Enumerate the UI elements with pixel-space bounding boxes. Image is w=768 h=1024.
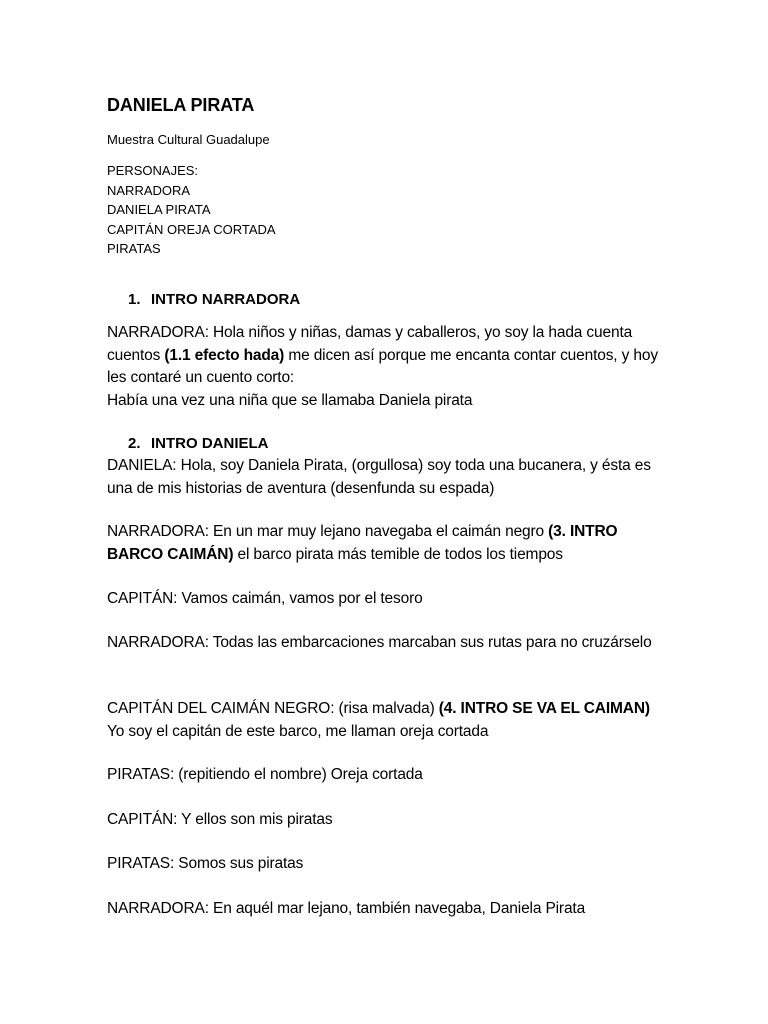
document-title: DANIELA PIRATA xyxy=(107,95,255,115)
dialogue-text: me dicen así porque me encanta contar cuentos, y hoy les contaré un cuento corto: xyxy=(107,346,658,386)
cast-member: NARRADORA xyxy=(107,182,191,198)
daniela-line: DANIELA: Hola, soy Daniela Pirata, (orgullosa) soy toda una bucanera, y ésta es una de mis historias de aventura (desenfunda su espada) xyxy=(107,457,651,497)
narradora-line: NARRADORA: Todas las embarcaciones marcaban sus rutas para no cruzárselo xyxy=(107,634,652,651)
dialogue-text: NARRADORA: Hola niños y niñas, damas y caballeros, yo soy la hada cuenta cuentos xyxy=(107,324,633,364)
dialogue-text: NARRADORA: En un mar muy lejano navegaba el caimán negro xyxy=(107,523,549,540)
section-title: INTRO NARRADORA xyxy=(151,291,301,308)
narradora-intro-paragraph xyxy=(107,322,667,412)
cast-member: PIRATAS xyxy=(107,241,161,256)
section-title: INTRO DANIELA xyxy=(151,435,269,452)
capitan-caiman-negro-line xyxy=(107,698,667,743)
capitan-line: CAPITÁN: Y ellos son mis piratas xyxy=(107,811,333,828)
piratas-line: PIRATAS: Somos sus piratas xyxy=(107,855,304,872)
dialogue-text: Había una vez una niña que se llamaba Daniela pirata xyxy=(107,391,473,409)
piratas-line: PIRATAS: (repitiendo el nombre) Oreja cortada xyxy=(107,766,423,783)
cast-heading: PERSONAJES: xyxy=(107,163,199,178)
section-heading-intro-narradora xyxy=(128,289,300,311)
section-number: 2. xyxy=(128,435,141,452)
document-subtitle: Muestra Cultural Guadalupe xyxy=(107,132,270,147)
section-number: 1. xyxy=(128,291,141,308)
cast-member: CAPITÁN OREJA CORTADA xyxy=(107,221,276,237)
dialogue-text: CAPITÁN DEL CAIMÁN NEGRO: (risa malvada) xyxy=(107,700,439,717)
section-heading-intro-daniela xyxy=(128,433,269,455)
narradora-line: NARRADORA: En aquél mar lejano, también navegaba, Daniela Pirata xyxy=(107,900,586,917)
narradora-line xyxy=(107,521,667,566)
cast-member: DANIELA PIRATA xyxy=(107,202,211,217)
sound-cue: (3. INTRO BARCO CAIMÁN) xyxy=(107,523,618,563)
dialogue-text: el barco pirata más temible de todos los tiempos xyxy=(233,545,563,563)
sound-cue: (4. INTRO SE VA EL CAIMAN) xyxy=(438,700,650,717)
cast-list xyxy=(107,161,276,259)
sound-cue: (1.1 efecto hada) xyxy=(164,346,285,364)
capitan-line: CAPITÁN: Vamos caimán, vamos por el tesoro xyxy=(107,590,423,607)
dialogue-text: Yo soy el capitán de este barco, me llaman oreja cortada xyxy=(107,722,489,740)
